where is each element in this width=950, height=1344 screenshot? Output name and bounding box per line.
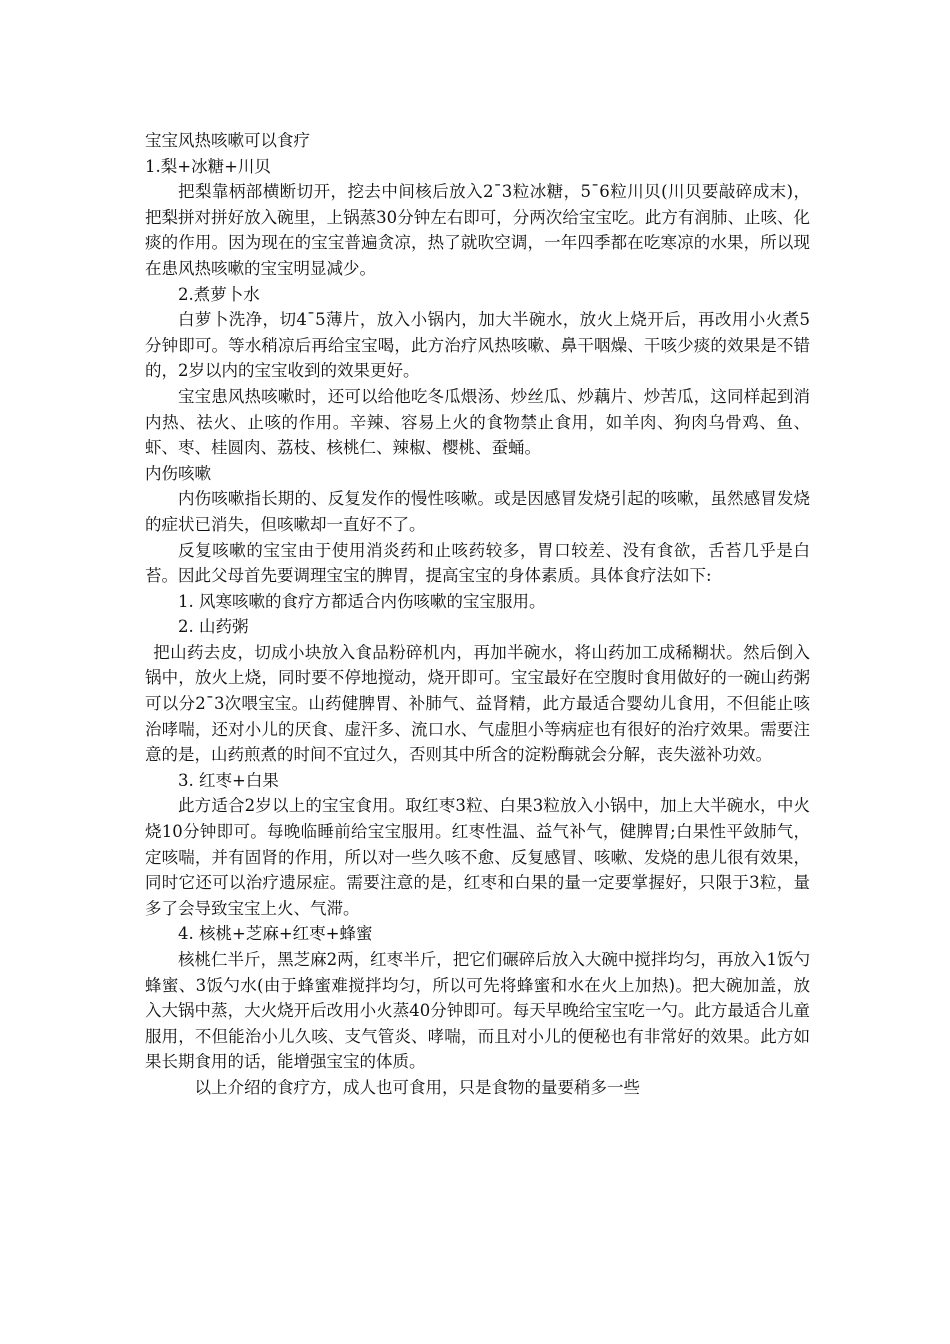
closing-note: 以上介绍的食疗方，成人也可食用，只是食物的量要稍多一些: [194, 1077, 640, 1097]
recipe-heading-jujube-ginkgo: 3. 红枣+白果: [178, 770, 279, 790]
paragraph-jujube-ginkgo: 此方适合2岁以上的宝宝食用。取红枣3粒、白果3粒放入小锅中，加上大半碗水，中火烧10分钟即可。每晚临睡前给宝宝服用。红枣性温、益气补气，健脾胃;白果性平敛肺气，定咳喘，并有固肾的作用，所以对一些久咳不愈、反复感冒、咳嗽、发烧的患儿很有效果，同时它还可以治疗遗尿症。需要注意的是，红枣和白果的量一定要掌握好，只限于3粒，量多了会导致宝宝上火、气滞。: [145, 796, 810, 918]
recipe-heading-walnut: 4. 核桃+芝麻+红枣+蜂蜜: [178, 924, 373, 944]
paragraph-pear: 把梨靠柄部横断切开，挖去中间核后放入2¯3粒冰糖，5¯6粒川贝(川贝要敲碎成末)，把梨拼对拼好放入碗里，上锅蒸30分钟左右即可，分两次给宝宝吃。此方有润肺、止咳、化痰的作用。因为现在的宝宝普遍贪凉，热了就吹空调，一年四季都在吃寒凉的水果，所以现在患风热咳嗽的宝宝明显减少。: [145, 182, 810, 278]
paragraph-recurrent-cough: 反复咳嗽的宝宝由于使用消炎药和止咳药较多，胃口较差、没有食欲，舌苔几乎是白苔。因此父母首先要调理宝宝的脾胃，提高宝宝的身体素质。具体食疗法如下:: [145, 540, 810, 586]
document-title: 宝宝风热咳嗽可以食疗: [145, 131, 310, 150]
paragraph-yam: 把山药去皮，切成小块放入食品粉碎机内，再加半碗水，将山药加工成稀糊状。然后倒入锅中，放火上烧，同时要不停地搅动，烧开即可。宝宝最好在空腹时食用做好的一碗山药粥可以分2¯3次喂宝宝。山药健脾胃、补肺气、益肾精，此方最适合婴幼儿食用，不但能止咳治哮喘，还对小儿的厌食、虚汗多、流口水、气虚胆小等病症也有很好的治疗效果。需要注意的是，山药煎煮的时间不宜过久，否则其中所含的淀粉酶就会分解，丧失滋补功效。: [145, 642, 810, 765]
recipe-heading-radish: 2.煮萝卜水: [178, 284, 260, 304]
recipe-item-1: 1. 风寒咳嗽的食疗方都适合内伤咳嗽的宝宝服用。: [178, 591, 546, 611]
paragraph-diet-advice: 宝宝患风热咳嗽时，还可以给他吃冬瓜煨汤、炒丝瓜、炒藕片、炒苦瓜，这同样起到消内热、祛火、止咳的作用。辛辣、容易上火的食物禁止食用，如羊肉、狗肉乌骨鸡、鱼、虾、枣、桂圆肉、荔枝、核桃仁、辣椒、樱桃、蚕蛹。: [145, 386, 810, 458]
section-heading-internal-cough: 内伤咳嗽: [145, 463, 211, 483]
document-body: [145, 128, 810, 1101]
paragraph-internal-cough-definition: 内伤咳嗽指长期的、反复发作的慢性咳嗽。或是因感冒发烧引起的咳嗽，虽然感冒发烧的症状已消失，但咳嗽却一直好不了。: [145, 489, 810, 534]
recipe-heading-pear: 1.梨+冰糖+川贝: [145, 156, 271, 176]
paragraph-walnut: 核桃仁半斤，黑芝麻2两，红枣半斤，把它们碾碎后放入大碗中搅拌均匀，再放入1饭勺蜂蜜、3饭勺水(由于蜂蜜难搅拌均匀，所以可先将蜂蜜和水在火上加热)。把大碗加盖，放入大锅中蒸，大火烧开后改用小火蒸40分钟即可。每天早晚给宝宝吃一勺。此方最适合儿童服用，不但能治小儿久咳、支气管炎、哮喘，而且对小儿的便秘也有非常好的效果。此方如果长期食用的话，能增强宝宝的体质。: [145, 950, 810, 1072]
paragraph-radish: 白萝卜洗净，切4¯5薄片，放入小锅内，加大半碗水，放火上烧开后，再改用小火煮5分钟即可。等水稍凉后再给宝宝喝，此方治疗风热咳嗽、鼻干咽燥、干咳少痰的效果是不错的，2岁以内的宝宝收到的效果更好。: [145, 310, 810, 381]
recipe-heading-yam: 2. 山药粥: [178, 617, 249, 637]
